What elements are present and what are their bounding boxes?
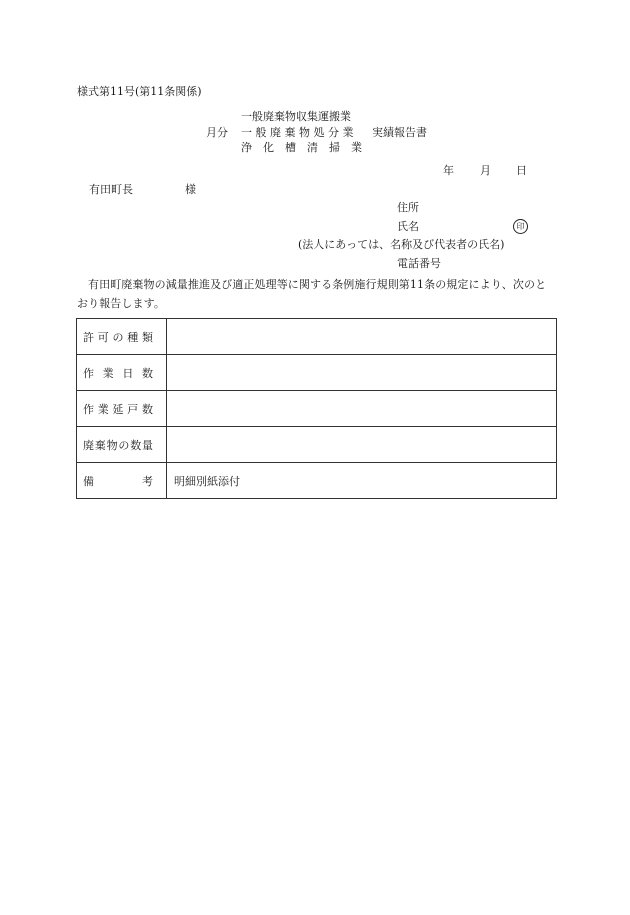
- business-type-collection: 一般廃棄物収集運搬業: [241, 110, 351, 123]
- month-label: 月分: [206, 126, 228, 139]
- value-work-days[interactable]: [167, 355, 557, 391]
- label-households: 作 業 延 戸 数: [83, 402, 153, 416]
- row-label: [77, 319, 167, 355]
- row-label: [77, 391, 167, 427]
- table-row-households: [77, 391, 557, 427]
- label-permit-type: 許 可 の 種 類: [83, 330, 153, 344]
- table-row-remarks: [77, 463, 557, 499]
- report-table: [76, 318, 557, 499]
- document-title: 実績報告書: [372, 126, 427, 139]
- addressee-honorific: 様: [185, 183, 196, 196]
- date-day-label: 日: [516, 164, 527, 177]
- row-label: [77, 463, 167, 499]
- business-type-septic: 浄 化 槽 清 掃 業: [241, 141, 362, 154]
- table-row-work-days: [77, 355, 557, 391]
- row-label: [77, 427, 167, 463]
- value-permit-type[interactable]: [167, 319, 557, 355]
- table-row-permit-type: [77, 319, 557, 355]
- date-year-label: 年: [443, 164, 454, 177]
- seal-icon: 印: [513, 219, 528, 234]
- report-statement: 有田町廃棄物の減量推進及び適正処理等に関する条例施行規則第11条の規定により、次のとおり報告します。: [77, 278, 547, 310]
- label-waste-quantity: 廃 棄 物 の 数 量: [83, 438, 153, 452]
- label-work-days: 作 業 日 数: [83, 366, 153, 380]
- table-row-waste-quantity: [77, 427, 557, 463]
- value-waste-quantity[interactable]: [167, 427, 557, 463]
- value-households[interactable]: [167, 391, 557, 427]
- phone-label: 電話番号: [397, 257, 441, 270]
- row-label: [77, 355, 167, 391]
- corporation-note: (法人にあっては、名称及び代表者の氏名): [298, 238, 505, 251]
- form-number: 様式第11号(第11条関係): [77, 85, 202, 98]
- label-remarks: 備 考: [83, 474, 153, 488]
- name-label: 氏名: [397, 220, 419, 233]
- value-remarks[interactable]: 明細別紙添付: [167, 463, 557, 499]
- address-label: 住所: [397, 201, 419, 214]
- business-type-disposal: 一 般 廃 棄 物 処 分 業: [241, 126, 354, 139]
- addressee-name: 有田町長: [89, 183, 133, 196]
- date-month-label: 月: [480, 164, 491, 177]
